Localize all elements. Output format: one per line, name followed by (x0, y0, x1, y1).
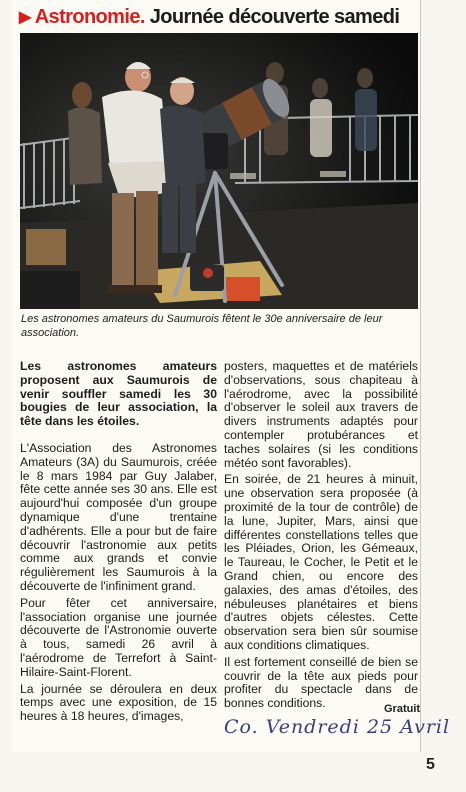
headline (19, 6, 419, 32)
article-column-left (20, 360, 217, 727)
body-paragraph: En soirée, de 21 heures à minuit, une observation sera proposée (à proximité de la tour de contrôle) de la lune, Jupiter, Mars, ainsi que différentes constellations telles que les Pléiades, Orion, les Gémeaux, le Taureau, le Cocher, le Petit et le Grand chien, ou encore des galaxies, des amas d'étoiles, des nébuleuses planétaires et biens d'autres objets célestes. Cette observation sera bien sûr soumise aux conditions climatiques. (224, 472, 418, 652)
article-column-right (224, 359, 421, 715)
telescope-photo-illustration (20, 33, 418, 309)
price-tag: Gratuit (384, 703, 421, 715)
photo-caption: Les astronomes amateurs du Saumurois fêtent le 30e anniversaire de leur association. (21, 313, 383, 339)
headline-title: Journée découverte samedi (149, 6, 400, 28)
page-number: 5 (426, 756, 435, 773)
body-paragraph: posters, maquettes et de matériels d'observations, sous chapiteau à l'aérodrome, avec la possibilité d'observer le soleil aux travers de divers instruments adaptés pour contempler protubérances et taches solaires (si les conditions météo sont favorables). (224, 359, 418, 470)
article-photo (20, 33, 418, 309)
body-paragraph: Pour fêter cet anniversaire, l'association organise une journée découverte de l'Astronomie ouverte à tous, samedi 26 avril à l'aérodrome de Terrefort à Saint-Hilaire-Saint-Florent. (20, 595, 217, 679)
handwritten-note: Co. Vendredi 25 Avril (224, 716, 451, 738)
body-paragraph: L'Association des Astronomes Amateurs (3A) du Saumurois, créée le 8 mars 1984 par Guy Jalaber, fête cette année ses 30 ans. Elle est aujourd'hui composée d'un groupe dynamique d'une trentaine d'adhérents. Elle a pour but de faire découvrir l'astronomie aux petits comme aux grands et convie régulièrement les Saumurois à la découverte de l'infiniment grand. (20, 440, 217, 593)
headline-kicker: Astronomie. (34, 6, 145, 28)
article (12, 0, 421, 752)
body-paragraph: La journée se déroulera en deux temps avec une exposition, de 15 heures à 18 heures, d'images, (20, 681, 217, 724)
article-lead: Les astronomes amateurs proposent aux Saumurois de venir souffler samedi les 30 bougies de leur association, la tête dans les étoiles. (20, 359, 217, 429)
triangle-bullet-icon: ▶ (19, 9, 31, 26)
body-paragraph: Il est fortement conseillé de bien se couvrir de la tête aux pieds pour profiter du spectacle dans de bonnes conditions. (224, 654, 418, 711)
